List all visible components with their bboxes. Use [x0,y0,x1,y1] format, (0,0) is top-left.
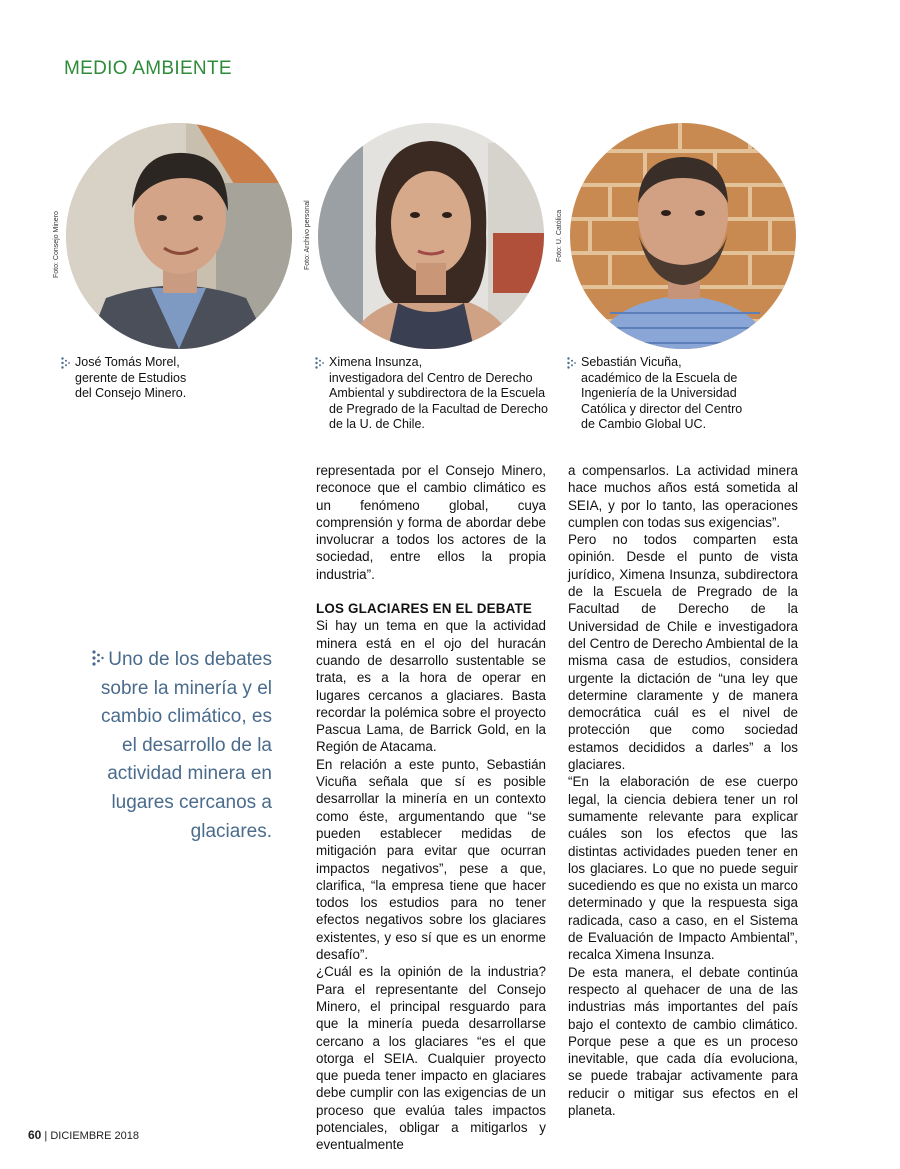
caption-vicuna [581,355,742,433]
caption-line: de Pregrado de la Facultad de Derecho [329,401,548,416]
bullet-dots-icon [315,357,324,369]
photo-credit-vicuna: Foto: U. Católica [556,209,563,262]
bullet-dots-icon [61,357,70,369]
portrait-insunza-photo [318,123,544,349]
portrait-morel [66,123,292,349]
page-number: 60 [28,1128,42,1142]
pull-quote-text: Uno de los debates sobre la minería y el cambio climático, es el desarrollo de la actividad minera en lugares cercanos a glaciares. [100,649,272,842]
section-heading: LOS GLACIARES EN EL DEBATE [316,601,532,617]
caption-line: Ingeniería de la Universidad [581,386,737,400]
paragraph: De esta manera, el debate continúa respecto al quehacer de una de las industrias más importantes del país bajo el contexto de cambio climático. Porque pese a que es un proceso inevitable, que cada día evoluciona, se puede trabajar activamente para reducir o mitigar sus efectos en el planeta. [568,964,798,1118]
page-footer [28,1128,139,1142]
caption-line: Católica y director del Centro [581,401,743,416]
paragraph: En relación a este punto, Sebastián Vicuña señala que sí es posible desarrollar la minería en un contexto como éste, argumentando que “se pueden establecer medidas de mitigación para evitar que ocurran impactos negativos”, pese a que, clarifica, “la empresa tiene que hacer todos los estudios para no tener efectos negativos sobre los glaciares existentes, y eso sí que es un enorme desafío”. [316,756,546,963]
bullet-dots-icon [567,357,576,369]
article-column-1 [316,462,546,1154]
paragraph: Pero no todos comparten esta opinión. Desde el punto de vista jurídico, Ximena Insunza, subdirectora de la Escuela de Pregrado de la Facultad de Derecho de la Universidad de Chile e investigadora del Centro de Derecho Ambiental de la misma casa de estudios, considera urgente la dictación de “una ley que determine claramente y de manera democrática cuál es el nivel de protección que como sociedad estamos decididos a darles” a los glaciares. [568,532,799,773]
caption-line: gerente de Estudios [75,370,187,385]
caption-line: José Tomás Morel, [75,355,180,369]
section-label: MEDIO AMBIENTE [64,58,232,79]
caption-line: Ambiental y subdirectora de la Escuela [329,386,546,400]
caption-line: de la U. de Chile. [329,417,425,431]
caption-line: del Consejo Minero. [75,386,187,400]
issue-date: DICIEMBRE 2018 [50,1130,139,1142]
portrait-vicuna [570,123,796,349]
footer-separator: | [44,1130,48,1142]
photo-credit-insunza: Foto: Archivo personal [304,200,311,270]
portrait-vicuna-photo [570,123,796,349]
pull-quote [86,646,272,846]
caption-morel [75,355,186,402]
paragraph: “En la elaboración de ese cuerpo legal, la ciencia debiera tener un rol sumamente relevante para explicar cuáles son los efectos que las distintas actividades pueden tener en los glaciares. Lo que no puede seguir sucediendo es que no exista un marco determinado y que la respuesta siga radicada, caso a caso, en el Sistema de Evaluación de Impacto Ambiental”, recalca Ximena Insunza. [568,774,798,963]
caption-line: de Cambio Global UC. [581,417,707,431]
quote-dots-icon [92,650,104,666]
article-column-2 [568,462,798,1119]
caption-line: investigadora del Centro de Derecho [329,370,533,385]
portrait-morel-photo [66,123,292,349]
caption-insunza [329,355,548,433]
paragraph: Si hay un tema en que la actividad minera está en el ojo del huracán cuando de desarrollo sustentable se trata, es a la hora de operar en lugares cercanos a glaciares. Basta recordar la polémica sobre el proyecto Pascua Lama, de Barrick Gold, en la Región de Atacama. [316,618,546,755]
photo-credit-morel: Foto: Consejo Minero [53,211,60,278]
caption-line: Sebastián Vicuña, [581,355,682,369]
paragraph: ¿Cuál es la opinión de la industria? Para el representante del Consejo Minero, el principal resguardo para que la minería pueda desarrollarse cercano a los glaciares “es el que otorga el SEIA. Cualquier proyecto que pueda tener impacto en glaciares debe cumplir con las exigencias de un proceso que evalúa tales impactos potenciales, obligar a mitigarlos y eventualmente [316,964,546,1153]
paragraph: a compensarlos. La actividad minera hace muchos años está sometida al SEIA, y por lo tanto, las operaciones cumplen con todas sus exigencias”. [568,463,798,530]
caption-line: académico de la Escuela de [581,370,738,385]
paragraph: representada por el Consejo Minero, reconoce que el cambio climático es un fenómeno global, cuya comprensión y forma de abordar debe involucrar a todos los actores de la sociedad, entre ellos la propia industria”. [316,463,546,582]
portrait-insunza [318,123,544,349]
caption-line: Ximena Insunza, [329,355,423,369]
